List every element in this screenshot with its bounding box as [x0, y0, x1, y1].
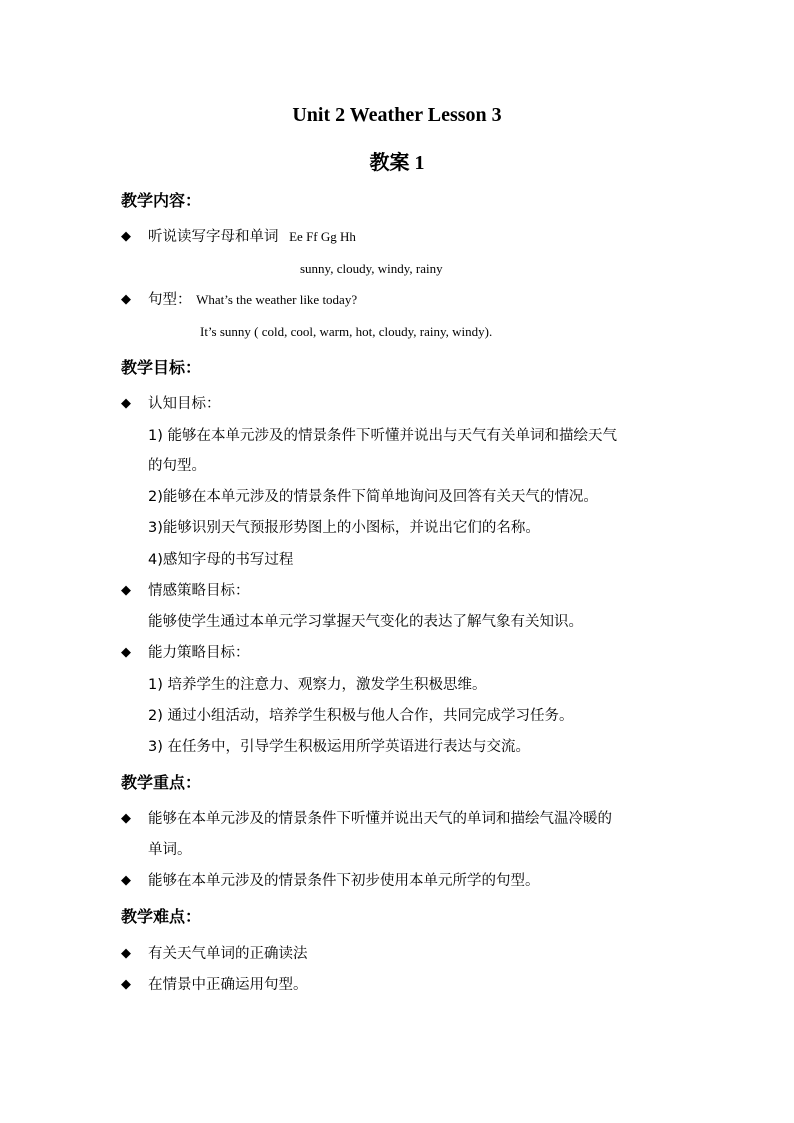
objective-ability-2: 2) 通过小组活动，培养学生积极与他人合作，共同完成学习任务。	[148, 708, 574, 724]
content-item-1-words: sunny, cloudy, windy, rainy	[300, 261, 443, 276]
key-point-1-cont: 单词。	[148, 842, 192, 858]
bullet-icon: ◆	[121, 583, 131, 598]
objective-ability-3: 3) 在任务中，引导学生积极运用所学英语进行表达与交流。	[148, 739, 530, 755]
document-title: Unit 2 Weather Lesson 3	[292, 104, 502, 126]
bullet-icon: ◆	[121, 946, 131, 961]
heading-content: 教学内容：	[121, 191, 202, 210]
objective-ability-label: 能力策略目标：	[148, 645, 250, 661]
bullet-icon: ◆	[121, 811, 131, 826]
objective-cognitive-3: 3)能够识别天气预报形势图上的小图标，并说出它们的名称。	[148, 520, 540, 536]
objective-cognitive-4: 4)感知字母的书写过程	[148, 552, 294, 568]
objective-ability-1: 1) 培养学生的注意力、观察力，激发学生积极思维。	[148, 677, 487, 693]
key-point-2: 能够在本单元涉及的情景条件下初步使用本单元所学的句型。	[148, 873, 540, 889]
content-item-2	[148, 289, 357, 311]
heading-objectives: 教学目标：	[121, 358, 202, 377]
heading-key-points: 教学重点：	[121, 773, 202, 792]
key-point-1: 能够在本单元涉及的情景条件下听懂并说出天气的单词和描绘气温冷暖的	[148, 811, 612, 827]
objective-cognitive-2: 2)能够在本单元涉及的情景条件下简单地询问及回答有关天气的情况。	[148, 489, 598, 505]
content-item-2-question: What’s the weather like today?	[196, 292, 358, 307]
bullet-icon: ◆	[121, 977, 131, 992]
content-item-1	[148, 226, 356, 248]
objective-emotional-label: 情感策略目标：	[148, 583, 250, 599]
bullet-icon: ◆	[121, 292, 131, 307]
content-item-1-letters: Ee Ff Gg Hh	[289, 229, 356, 244]
document-subtitle: 教案 1	[369, 152, 425, 174]
objective-cognitive-label: 认知目标：	[148, 396, 221, 412]
bullet-icon: ◆	[121, 873, 131, 888]
objective-cognitive-1: 1) 能够在本单元涉及的情景条件下听懂并说出与天气有关单词和描绘天气	[148, 428, 617, 444]
objective-emotional-1: 能够使学生通过本单元学习掌握天气变化的表达了解气象有关知识。	[148, 614, 583, 630]
difficulty-1: 有关天气单词的正确读法	[148, 946, 308, 962]
content-item-1-label: 听说读写字母和单词	[148, 229, 279, 245]
content-item-2-label: 句型：	[148, 292, 192, 308]
difficulty-2: 在情景中正确运用句型。	[148, 977, 308, 993]
bullet-icon: ◆	[121, 645, 131, 660]
content-item-2-answer: It’s sunny ( cold, cool, warm, hot, cloudy, rainy, windy).	[200, 324, 493, 339]
bullet-icon: ◆	[121, 229, 131, 244]
heading-difficulties: 教学难点：	[121, 907, 202, 926]
objective-cognitive-1-cont: 的句型。	[148, 458, 206, 474]
bullet-icon: ◆	[121, 396, 131, 411]
